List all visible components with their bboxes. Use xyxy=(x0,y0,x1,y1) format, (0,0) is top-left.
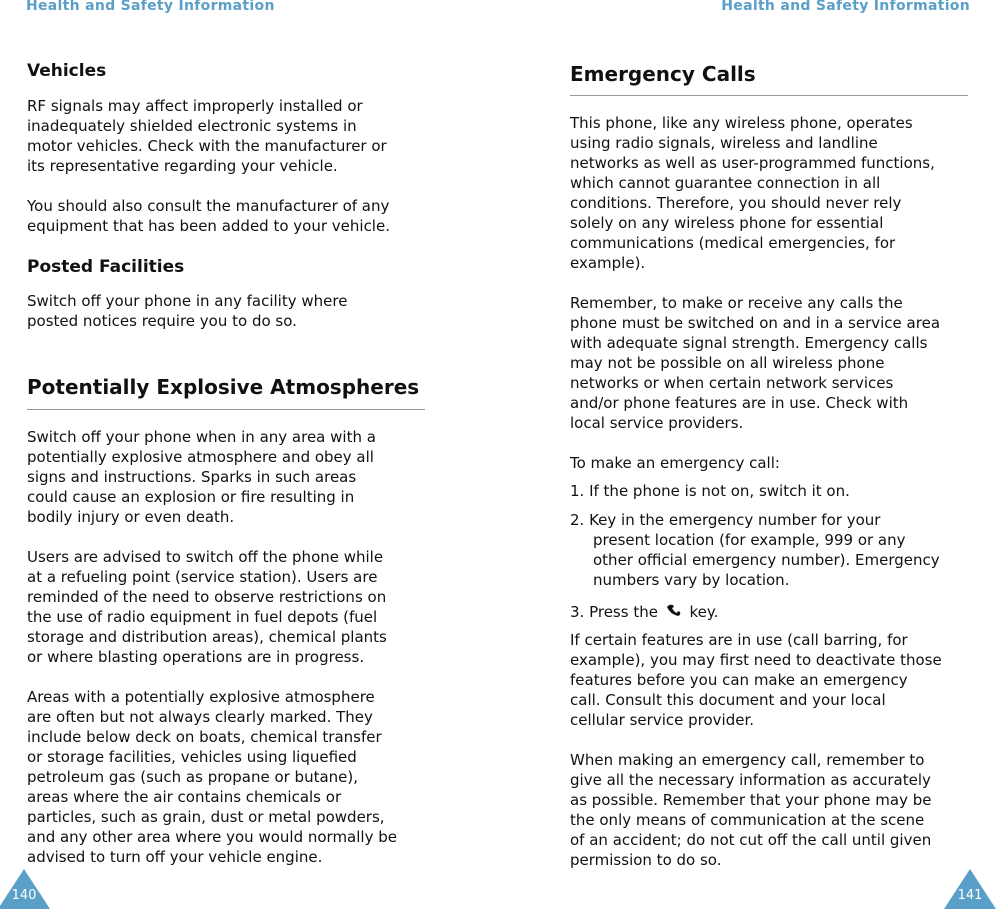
text-line: signs and instructions. Sparks in such areas xyxy=(27,468,357,486)
section-title-explosive-atmospheres: Potentially Explosive Atmospheres xyxy=(27,375,420,399)
text-line: present location (for example, 999 or any xyxy=(593,531,906,549)
step-1: 1. If the phone is not on, switch it on. xyxy=(570,482,850,500)
text-line: of an accident; do not cut off the call until given xyxy=(570,831,932,849)
paragraph xyxy=(27,96,387,176)
text-line: permission to do so. xyxy=(570,851,722,869)
text-line: give all the necessary information as accurately xyxy=(570,771,931,789)
paragraph xyxy=(27,427,376,527)
emergency-intro: To make an emergency call: xyxy=(570,454,780,472)
text-line: conditions. Therefore, you should never rely xyxy=(570,194,902,212)
text-line: other official emergency number). Emergency xyxy=(593,551,940,569)
text-line: networks as well as user-programmed functions, xyxy=(570,154,935,172)
text-line: reminded of the need to observe restrictions on xyxy=(27,588,387,606)
text-line: features before you can make an emergency xyxy=(570,671,908,689)
text-line: Switch off your phone when in any area with a xyxy=(27,428,376,446)
step-3-text: 3. Press the xyxy=(570,603,658,621)
text-line: This phone, like any wireless phone, operates xyxy=(570,114,913,132)
text-line: or where blasting operations are in progress. xyxy=(27,648,365,666)
paragraph xyxy=(27,196,390,236)
text-line: advised to turn off your vehicle engine. xyxy=(27,848,323,866)
text-line: equipment that has been added to your vehicle. xyxy=(27,217,390,235)
text-line: Remember, to make or receive any calls the xyxy=(570,294,903,312)
text-line: particles, such as grain, dust or metal powders, xyxy=(27,808,385,826)
text-line: posted notices require you to do so. xyxy=(27,312,297,330)
text-line: and/or phone features are in use. Check with xyxy=(570,394,909,412)
text-line: If certain features are in use (call barring, for xyxy=(570,631,908,649)
text-line: potentially explosive atmosphere and obey all xyxy=(27,448,374,466)
text-line: areas where the air contains chemicals or xyxy=(27,788,342,806)
divider xyxy=(27,409,425,410)
text-line: the use of radio equipment in fuel depots (fuel xyxy=(27,608,378,626)
text-line: Users are advised to switch off the phone while xyxy=(27,548,384,566)
text-line: as possible. Remember that your phone may be xyxy=(570,791,932,809)
section-title-vehicles: Vehicles xyxy=(27,61,107,81)
divider xyxy=(570,95,968,96)
page-number-right: 141 xyxy=(957,888,983,903)
page-header-right: Health and Safety Information xyxy=(721,0,970,14)
text-line: local service providers. xyxy=(570,414,744,432)
text-line: inadequately shielded electronic systems in xyxy=(27,117,357,135)
text-line: include below deck on boats, chemical transfer xyxy=(27,728,382,746)
text-line: example), you may first need to deactivate those xyxy=(570,651,942,669)
text-line: numbers vary by location. xyxy=(593,571,790,589)
text-line: When making an emergency call, remember to xyxy=(570,751,925,769)
paragraph xyxy=(27,291,347,331)
text-line: phone must be switched on and in a service area xyxy=(570,314,941,332)
text-line: networks or when certain network services xyxy=(570,374,894,392)
page-number-left: 140 xyxy=(11,888,37,903)
paragraph xyxy=(570,630,942,730)
text-line: bodily injury or even death. xyxy=(27,508,235,526)
step-3-suffix: key. xyxy=(689,603,719,621)
text-line: 2. Key in the emergency number for your xyxy=(570,511,881,529)
text-line: petroleum gas (such as propane or butane), xyxy=(27,768,359,786)
text-line: which cannot guarantee connection in all xyxy=(570,174,881,192)
paragraph xyxy=(570,750,931,870)
section-title-emergency-calls: Emergency Calls xyxy=(570,62,756,86)
text-line: and any other area where you would normally be xyxy=(27,828,397,846)
paragraph xyxy=(570,293,940,433)
step-2 xyxy=(570,510,940,590)
text-line: are often but not always clearly marked. They xyxy=(27,708,373,726)
send-key-icon xyxy=(663,602,685,622)
text-line: using radio signals, wireless and landline xyxy=(570,134,878,152)
text-line: Switch off your phone in any facility where xyxy=(27,292,348,310)
text-line: at a refueling point (service station). Users are xyxy=(27,568,378,586)
paragraph xyxy=(570,113,935,273)
text-line: motor vehicles. Check with the manufacturer or xyxy=(27,137,387,155)
text-line: with adequate signal strength. Emergency calls xyxy=(570,334,928,352)
text-line: RF signals may affect improperly installed or xyxy=(27,97,363,115)
section-title-posted-facilities: Posted Facilities xyxy=(27,257,185,277)
text-line: You should also consult the manufacturer of any xyxy=(27,197,390,215)
text-line: the only means of communication at the scene xyxy=(570,811,925,829)
text-line: storage and distribution areas), chemical plants xyxy=(27,628,387,646)
text-line: its representative regarding your vehicle. xyxy=(27,157,338,175)
text-line: call. Consult this document and your local xyxy=(570,691,886,709)
paragraph xyxy=(27,547,387,667)
text-line: example). xyxy=(570,254,646,272)
text-line: could cause an explosion or fire resulting in xyxy=(27,488,355,506)
step-3 xyxy=(570,602,718,622)
page-header-left: Health and Safety Information xyxy=(26,0,275,14)
text-line: solely on any wireless phone for essential xyxy=(570,214,884,232)
text-line: or storage facilities, vehicles using liquefied xyxy=(27,748,357,766)
paragraph xyxy=(27,687,397,867)
text-line: cellular service provider. xyxy=(570,711,754,729)
text-line: Areas with a potentially explosive atmosphere xyxy=(27,688,375,706)
text-line: communications (medical emergencies, for xyxy=(570,234,896,252)
text-line: may not be possible on all wireless phone xyxy=(570,354,885,372)
